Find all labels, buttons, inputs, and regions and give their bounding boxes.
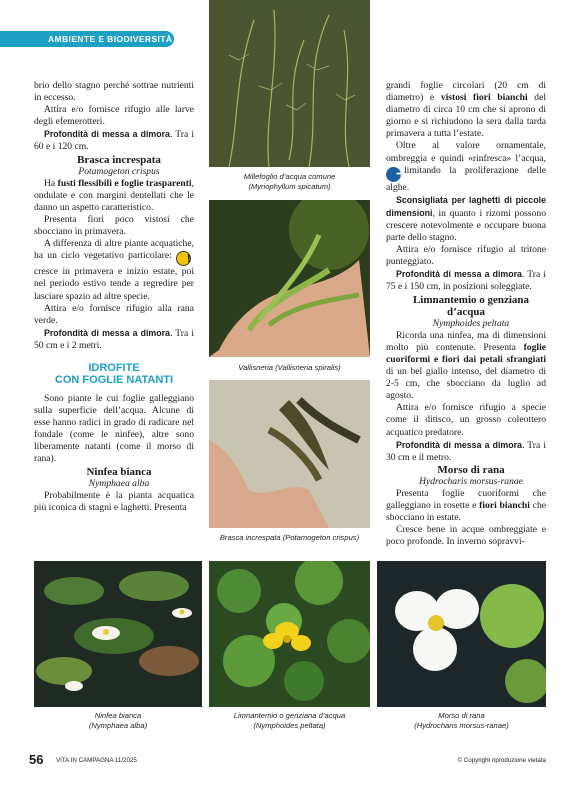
depth-paragraph xyxy=(386,439,546,464)
paragraph: Ha fusti flessibili e foglie trasparenti, ondulate e con margini dentellati che le danno un aspetto caratteristico. xyxy=(34,177,194,213)
depth-label: Profondità di messa a dimora xyxy=(396,439,522,450)
plant-title: Morso di rana xyxy=(437,463,505,476)
plant-title: Brasca increspata xyxy=(77,153,161,166)
paragraph: Sono piante le cui foglie galleggiano sulla superficie dell’acqua. Alcune di esse hanno radici in grado di radicare nel fondale (come le ninfee), altre sono liberamente natanti (come il morso di rana). xyxy=(34,392,194,465)
depth-value: . Tra i 30 cm e il metro. xyxy=(386,439,546,463)
photo-caption: Brasca increspata (Potamogeton crispus) xyxy=(219,533,360,542)
photo-caption: Ninfea bianca (Nymphaea alba) xyxy=(88,711,148,730)
depth-paragraph xyxy=(34,327,194,352)
paragraph: grandi foglie circolari (20 cm di diametro) e vistosi fiori bianchi del diametro di circa 10 cm che si aprono di giorno e si richiudono la sera dalla tarda primavera a tutta l’estate. xyxy=(386,80,546,140)
plant-title: Ninfea bianca xyxy=(86,465,152,478)
paragraph: Oltre al valore ornamentale, ombreggia e quindi «rinfresca» l’acqua, ➜limitando la proliferazione delle alghe. xyxy=(386,140,546,193)
plant-latin-name: Nymphaea alba xyxy=(88,477,150,489)
copyright: © Copyright riproduzione vietata xyxy=(457,757,546,764)
depth-paragraph xyxy=(386,268,546,293)
plant-latin-name: Hydrocharis morsus-ranae xyxy=(419,475,523,487)
text-column-right xyxy=(386,80,546,548)
depth-value: . Tra i 60 e i 120 cm. xyxy=(34,129,194,153)
paragraph: Attira e/o fornisce rifugio al tritone punteggiato. xyxy=(386,244,546,268)
paragraph: Attira e/o fornisce rifugio alla rana verde. xyxy=(34,302,194,326)
text-column-left xyxy=(34,80,194,514)
depth-label: Profondità di messa a dimora xyxy=(44,129,170,140)
depth-paragraph xyxy=(34,128,194,153)
paragraph: Ricorda una ninfea, ma di dimensioni molto più contenute. Presenta foglie cuoriformi e fiori dai petali sfrangiati di un bel giallo intenso, del diametro di 2-5 cm, che sbocciano da luglio ad agosto. xyxy=(386,329,546,402)
plant-latin-name: Potamogeton crispus xyxy=(78,165,160,177)
paragraph: brio dello stagno perché sottrae nutrienti in eccesso. xyxy=(34,80,194,104)
depth-label: Profondità di messa a dimora xyxy=(44,327,170,338)
photo-caption: Millefoglio d’acqua comune (Myriophyllum spicatum) xyxy=(243,172,336,191)
paragraph: Attira e/o fornisce rifugio alle larve degli efemerotteri. xyxy=(34,104,194,128)
depth-value: . Tra i 50 cm e i 2 metri. xyxy=(34,327,194,351)
paragraph: Attira e/o fornisce rifugio a specie come il ditisco, un grosso coleottero acquatico predatore. xyxy=(386,402,546,438)
plant-latin-name: Nymphoides peltata xyxy=(432,317,510,329)
section-heading: IDROFITE CON FOGLIE NATANTI xyxy=(54,361,174,387)
photo-morso xyxy=(377,561,546,707)
paragraph: A differenza di altre piante acquatiche, ha un ciclo vegetativo particolare: !cresce in primavera e inizio estate, poi nel periodo estivo tende a regredire per lasciare spazio ad altre specie. xyxy=(34,238,194,302)
photo-ninfea xyxy=(34,561,202,707)
magazine-issue: VITA IN CAMPAGNA 11/2025 xyxy=(56,757,137,764)
depth-value: . Tra i 75 e i 150 cm, in posizioni soleggiate. xyxy=(386,269,546,293)
paragraph: Presenta fiori poco vistosi che sbocciano in primavera. xyxy=(34,214,194,238)
warning-icon: ! xyxy=(176,251,191,266)
section-tab: AMBIENTE E BIODIVERSITÀ xyxy=(0,31,174,47)
plant-title: Limnantemio o genziana d’acqua xyxy=(412,293,530,318)
photo-caption: Vallisneria (Vallisneria spiralis) xyxy=(238,363,341,372)
depth-label: Profondità di messa a dimora xyxy=(396,269,522,280)
photo-brasca xyxy=(209,380,370,528)
paragraph: Probabilmente è la pianta acquatica più iconica di stagni e laghetti. Presenta xyxy=(34,489,194,513)
page-number: 56 xyxy=(29,752,44,767)
arrow-right-icon: ➜ xyxy=(386,167,401,182)
photo-millefoglio xyxy=(209,0,370,167)
paragraph: Sconsigliata per laghetti di piccole dimensioni, in quanto i rizomi possono crescere notevolmente e occupare buona parte dello stagno. xyxy=(386,194,546,244)
paragraph: Cresce bene in acque ombreggiate e poco profonde. In inverno sopravvi- xyxy=(386,524,546,548)
photo-caption: Morso di rana (Hydrocharis morsus-ranae) xyxy=(414,711,509,730)
photo-limnantemio xyxy=(209,561,370,707)
photo-caption: Limnantemio o genziana d’acqua (Nymphoides peltata) xyxy=(233,711,346,730)
photo-vallisneria xyxy=(209,200,370,357)
paragraph: Presenta foglie cuoriformi che galleggiano in rosette e fiori bianchi che sbocciano in estate. xyxy=(386,488,546,524)
